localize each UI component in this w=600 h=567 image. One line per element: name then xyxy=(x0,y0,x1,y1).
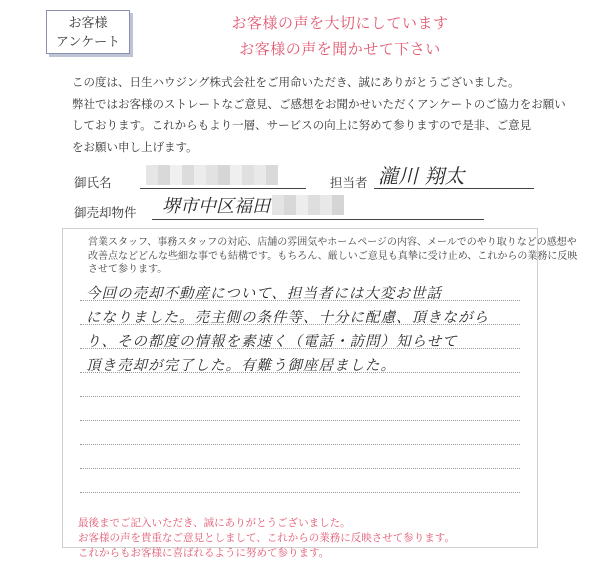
footer-line: 最後までご記入いただき、誠にありがとうございました。 xyxy=(78,517,351,529)
ruled-line xyxy=(80,492,520,493)
name-label: 御氏名 xyxy=(74,175,112,190)
instruction-line: 改善点などどんな些細な事でも結構です。もちろん、厳しいご意見も真摯に受け止め、これからの業務に反映 xyxy=(88,250,578,262)
name-underline xyxy=(140,188,306,189)
handwritten-comment-line: になりました。売主側の条件等、十分に配慮、頂きながら xyxy=(86,310,489,326)
ruled-line xyxy=(80,444,520,445)
intro-paragraph xyxy=(72,72,566,158)
footer-message xyxy=(78,516,455,561)
name-redaction xyxy=(146,165,278,185)
badge-line-1: お客様 xyxy=(68,16,108,31)
instruction-line: させて参ります。 xyxy=(88,264,168,275)
property-label: 御売却物件 xyxy=(74,205,137,220)
staff-label: 担当者 xyxy=(330,175,368,190)
instruction-line: 営業スタッフ、事務スタッフの対応、店舗の雰囲気やホームページの内容、メールでのやり取りなどの感想や xyxy=(88,237,577,248)
property-redaction xyxy=(272,195,344,215)
property-value: 堺市中区福田 xyxy=(162,196,270,217)
ruled-line xyxy=(80,396,520,397)
ruled-line xyxy=(80,420,520,421)
handwritten-comment-line: り、その都度の情報を素速く（電話・訪問）知らせて xyxy=(86,334,458,350)
staff-underline xyxy=(374,188,534,189)
property-underline xyxy=(152,219,484,220)
intro-line: この度は、日生ハウジング株式会社をご用命いただき、誠にありがとうございました。 xyxy=(72,75,520,89)
handwritten-comment-line: 今回の売却不動産について、担当者には大変お世話 xyxy=(86,286,442,302)
headline-line-1: お客様の声を大切にしています xyxy=(231,14,449,32)
footer-line: これからもお客様に喜ばれるように努めて参ります。 xyxy=(78,547,330,559)
intro-line: 弊社ではお客様のストレートなご意見、ご感想をお聞かせいただくアンケートのご協力をお願い xyxy=(72,96,566,111)
intro-line: しております。これからもより一層、サービスの向上に努めて参りますので是非、ご意見 xyxy=(72,118,532,132)
staff-value: 瀧川 翔太 xyxy=(378,164,465,188)
badge-line-2: アンケート xyxy=(55,35,121,50)
intro-line: をお願い申し上げます。 xyxy=(72,139,198,154)
comment-instructions xyxy=(88,236,578,277)
ruled-line xyxy=(80,468,520,469)
handwritten-comment-line: 頂き売却が完了した。有難う御座居ました。 xyxy=(86,358,396,374)
footer-line: お客様の声を貴重なご意見としまして、これからの業務に反映させて参ります。 xyxy=(78,532,455,544)
headline-line-2: お客様の声を聞かせて下さい xyxy=(239,40,441,58)
